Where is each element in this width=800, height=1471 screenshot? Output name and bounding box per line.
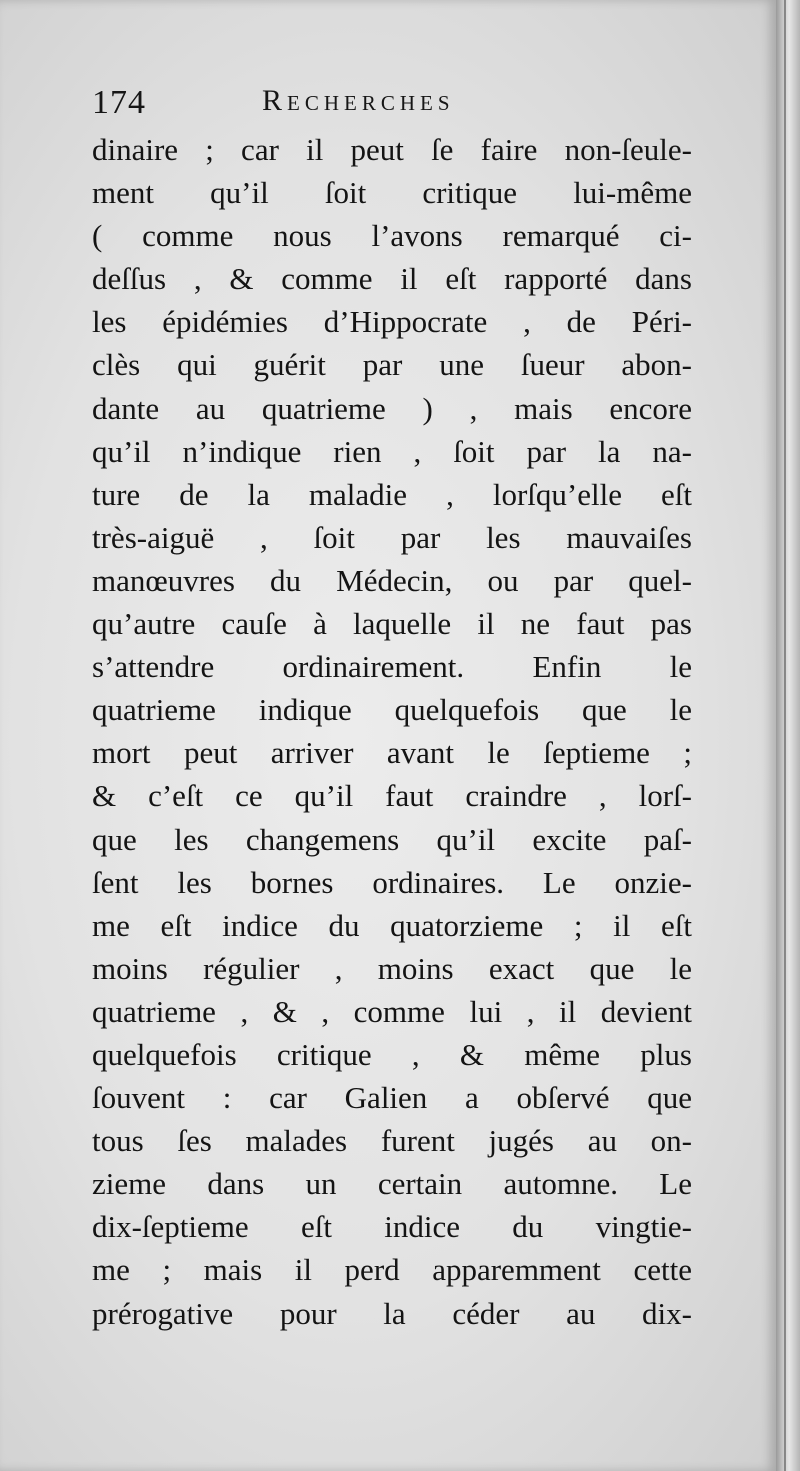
text-line: s’attendre ordinairement. Enfin le (92, 649, 692, 685)
text-line: très-aiguë , ſoit par les mauvaiſes (92, 519, 692, 555)
text-line: prérogative pour la céder au dix- (92, 1295, 692, 1331)
text-line: dix-ſeptieme eſt indice du vingtie- (92, 1209, 692, 1245)
text-line: quatrieme , & , comme lui , il devient (92, 993, 692, 1029)
text-line: que les changemens qu’il excite paſ- (92, 821, 692, 857)
text-line: ſouvent : car Galien a obſervé que (92, 1080, 692, 1116)
body-text (92, 128, 692, 1335)
text-line: me eſt indice du quatorzieme ; il eſt (92, 907, 692, 943)
text-line: quelquefois critique , & même plus (92, 1036, 692, 1072)
text-line: tous ſes malades furent jugés au on- (92, 1123, 692, 1159)
text-line: ( comme nous l’avons remarqué ci- (92, 218, 692, 254)
book-gutter (776, 0, 800, 1471)
running-head: Recherches (262, 84, 455, 117)
text-line: qu’autre cauſe à laquelle il ne faut pas (92, 606, 692, 642)
text-line: quatrieme indique quelquefois que le (92, 692, 692, 728)
text-line: ture de la maladie , lorſqu’elle eſt (92, 476, 692, 512)
text-line: deſſus , & comme il eſt rapporté dans (92, 261, 692, 297)
text-line: qu’il n’indique rien , ſoit par la na- (92, 433, 692, 469)
page-header (92, 84, 692, 128)
text-line: & c’eſt ce qu’il faut craindre , lorſ- (92, 778, 692, 814)
text-line: ſent les bornes ordinaires. Le onzie- (92, 864, 692, 900)
text-line: manœuvres du Médecin, ou par quel- (92, 562, 692, 598)
text-line: dinaire ; car il peut ſe faire non-ſeule- (92, 132, 692, 167)
text-line: moins régulier , moins exact que le (92, 950, 692, 986)
text-line: dante au quatrieme ) , mais encore (92, 390, 692, 426)
text-line: clès qui guérit par une ſueur abon- (92, 347, 692, 383)
text-line: les épidémies d’Hippocrate , de Péri- (92, 304, 692, 340)
text-line: mort peut arriver avant le ſeptieme ; (92, 735, 692, 771)
text-line: me ; mais il perd apparemment cette (92, 1252, 692, 1288)
text-line: zieme dans un certain automne. Le (92, 1166, 692, 1202)
gutter-edge (784, 0, 786, 1471)
text-line: ment qu’il ſoit critique lui-même (92, 175, 692, 211)
page-number: 174 (92, 84, 146, 121)
